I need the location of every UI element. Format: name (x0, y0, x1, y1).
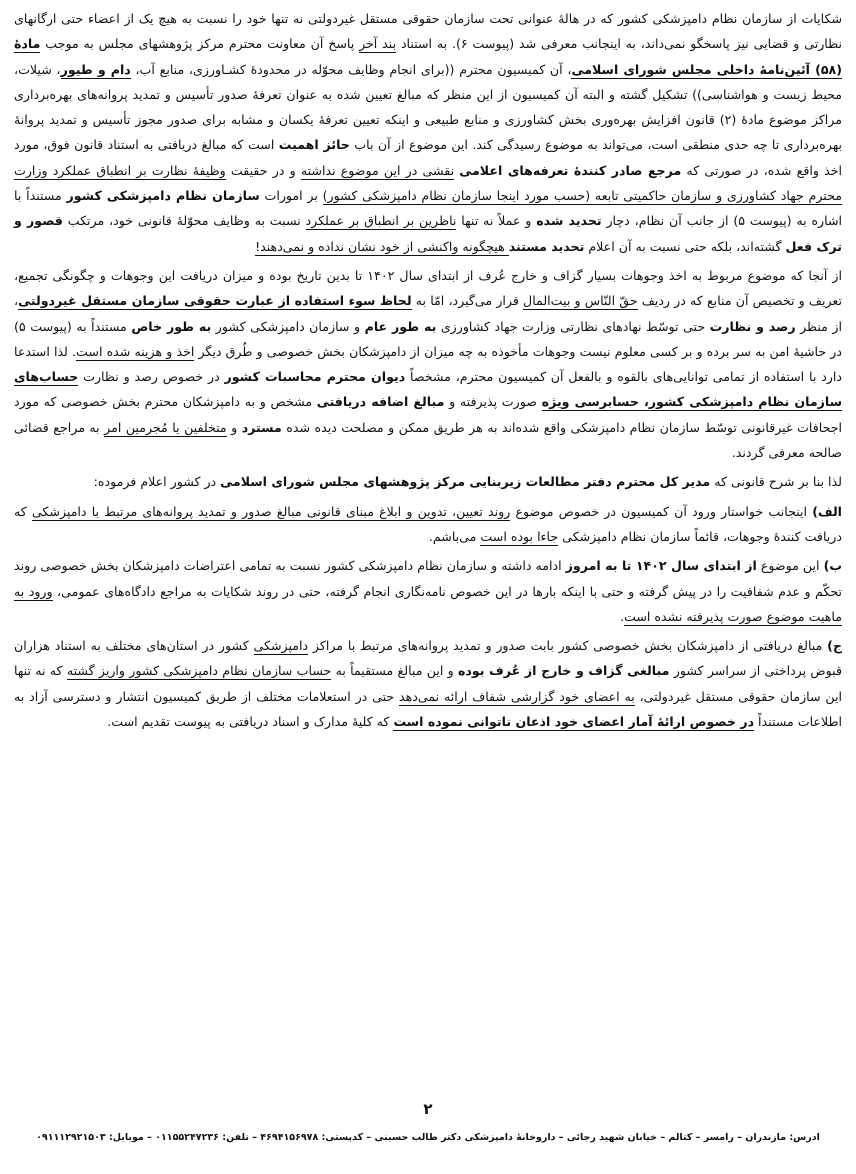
underlined-text: حقّ النّاس و بیت‌المال (523, 293, 638, 309)
bold-text: از ابتدای سال ۱۴۰۲ تا به امروز (565, 558, 757, 574)
text-run: حتی در استعلامات مختلف از طریق کمیسیون انتشار و دسترسی آزاد به اطلاعات مستنداً (14, 688, 842, 730)
underlined-text: اخذ و هزینه شده است (76, 343, 195, 359)
bold-text: به طور عام (364, 318, 437, 334)
bold-text: مرجع صادر کنندهٔ تعرفه‌های اعلامی (459, 162, 682, 178)
text-run: می‌باشم. (428, 528, 481, 544)
paragraph (14, 263, 842, 465)
text-run: که کلیهٔ مدارک و اسناد دریافتی به پیوست تقدیم است. (107, 714, 394, 730)
bold-text: تحدید شده (536, 213, 602, 229)
text-run: قرار می‌گیرد، امّا به (411, 293, 524, 309)
underlined-text: ورود به ماهیت موضوع صورت پذیرفته نشده است (14, 583, 842, 624)
bold-text: قصور و ترک فعل (14, 213, 842, 254)
text-run: این موضوع (756, 558, 824, 574)
text-run: مستنداً با اشاره به (پیوست ۵) از جانب آن نظام، دچار (14, 188, 843, 229)
underlined-text: جاءا بوده است (480, 528, 559, 544)
underlined-text: هیچگونه واکنشی از خود نشان نداده و نمی‌دهند! (255, 238, 509, 254)
underlined-text: روند تعیین، تدوین و ابلاغ مبنای قانونی مبالغ صدور و تمدید پروانه‌های مرتبط با دامپزشکی (31, 503, 511, 519)
bold-text: تحدید مستند (508, 238, 585, 254)
text-run: . (619, 608, 624, 624)
text-run: شکایات از سازمان نظام دامپزشکی کشور که در هالهٔ عنوانی تحت سازمان حقوقی مستقل غیردولتی نه تنها خود را نسبت به هیچ یک از اعضاء حتی ارگانهای نظارتی و قضایی نیز پاسخگو نمی‌داند، به اینجانب معرفی شد (پیوست ۶). به استناد (14, 11, 842, 52)
text-run: مبالغ دریافتی از دامپزشکان بخش خصوصی کشور بابت صدور و تمدید پروانه‌های مرتبط با مراکز (308, 638, 828, 654)
underlined-text: نقشی در این موضوع نداشته (300, 162, 455, 178)
underlined-text: حساب سازمان نظام دامپزشکی کشور واریز گشته (66, 663, 332, 679)
bold-text: مبالغ اضافه دریافتی (316, 394, 445, 410)
text-run: و این مبالغ مستقیماً به (331, 663, 458, 679)
text-run: حتی توسّط نهادهای نظارتی وزارت جهاد کشاورزی (436, 318, 710, 334)
bold-text: الف) (812, 503, 843, 519)
text-run: و عملاً نه تنها (456, 213, 537, 229)
text-run: ادامه داشته و سازمان نظام دامپزشکی کشور نسبت به تمامی اعتراضات دامپزشکان بخش خصوصی روند تحکّم و عدم شفافیت را در پیش گرفته و حتی با اینکه بارها در این خصوص نامه‌نگاری انجام گرفته، حتی در روند شکایات به مراجع دادگاه‌های عمومی، (14, 558, 842, 599)
text-run: مستنداً به (پیوست ۵) در حاشیهٔ امن به سر برده و بر کسی معلوم نیست وجوهات مأخوذه به چه میزان از دامپزشکان بخش خصوصی و طُرق دیگر (14, 318, 842, 359)
text-run: پاسخ آن معاونت محترم مرکز پژوهشهای مجلس به موجب (40, 36, 360, 52)
underlined-text: وظیفهٔ نظارت بر انطباق عملکرد وزارت محترم جهاد کشاورزی و سازمان حاکمیتی تابعه (حسب مورد اینجا سازمان نظام دامپزشکی کشور) (14, 162, 842, 204)
text-run: ، شیلات، محیط زیست و هواشناسی)) تشکیل گشته و البته آن کمیسیون از این منظر که مبالغ تعیین شده به عنوان تعرفهٔ صدور تأسیس و تمدید پروانه‌های بهره‌برداری مراکز موضوع مادهٔ (۲) قانون افزایش بهره‌وری بخش کشاورزی و منابع طبیعی و اینکه تعیین تعرفهٔ یکسان و مشابه برای صدور مجوز تأسیس و تمدید پروانهٔ بهره‌برداری تا چه حدی منطقی است، می‌تواند به موضوع رسیدگی کند. این موضوع از آن باب (14, 61, 843, 153)
bold-text: مبالغی گزاف و خارج از عُرف بوده (457, 663, 670, 679)
text-run: و سازمان دامپزشکی کشور (211, 318, 365, 334)
text-run: نسبت به وظایف محوّلهٔ قانونی خود، مرتکب (62, 213, 306, 229)
bold-underlined-text: حساب‌های سازمان نظام دامپزشکی کشور، حسابرسی ویژه (14, 369, 842, 410)
text-run: که نه تنها این سازمان حقوقی مستقل غیردولتی، (14, 663, 842, 704)
bold-text: سازمان نظام دامپزشکی کشور (66, 188, 260, 204)
text-run: بر امورات (259, 188, 323, 204)
page-number: ۲ (423, 1100, 433, 1118)
text-run: کشور در استان‌های مختلف به استناد هزاران قبوض پرداختی از سراسر کشور (14, 638, 842, 679)
text-run: به مراجع قضائی صالحه معرفی گردند. (14, 419, 842, 461)
text-run: از آنجا که موضوع مربوط به اخذ وجوهات بسیار گزاف و خارج عُرف از ابتدای سال ۱۴۰۲ تا بدین تاریخ بوده و میزان دریافت این وجوهات و چگونگی تجمیع، تعریف و تخصیص آن منابع که در ردیف (14, 267, 842, 309)
underlined-text: به اعضای خود گزارشی شفاف ارائه نمی‌دهد (399, 688, 635, 704)
paragraph (14, 6, 842, 259)
bold-text: رصد و نظارت (709, 318, 796, 334)
text-run: در خصوص رصد و نظارت (78, 369, 225, 385)
underlined-text: دامپزشکی (253, 638, 309, 654)
bold-text: دیوان محترم محاسبات کشور (224, 369, 406, 385)
paragraph (14, 553, 842, 629)
footer-address: آدرس: مازندران – رامسر – کتالم – خیابان شهید رجائی – داروخانهٔ دامپزشکی دکتر طالب حسینی – کدپستی: ۴۶۹۴۱۵۶۹۷۸ – تلفن: ۰۱۱۵۵۲۴۷۲۳۶ – موبایل: ۰۹۱۱۱۲۹۲۱۵۰۳ (36, 1132, 820, 1143)
bold-underlined-text: مادهٔ (۵۸) آئین‌نامهٔ داخلی مجلس شورای اسلامی (14, 36, 842, 77)
text-run: اینجانب خواستار ورود آن کمیسیون در خصوص موضوع (510, 503, 813, 519)
text-run: گشته‌اند، بلکه حتی نسبت به آن اعلام (584, 238, 786, 254)
bold-underlined-text: در خصوص ارائهٔ آمار اعضای خود اذعان ناتوانی نموده است (393, 714, 755, 730)
text-run: ، از منظر (14, 293, 843, 334)
underlined-text: ناظرین بر انطباق بر عملکرد (305, 213, 457, 229)
document-body (14, 6, 842, 734)
text-run: و (226, 419, 242, 435)
paragraph (14, 633, 842, 734)
text-run: است که مبالغ دریافتی به استناد قانون فوق، مورد اخذ واقع شده، در صورتی که (14, 137, 842, 178)
text-run: در کشور اعلام فرموده: (93, 474, 221, 490)
text-run: که دریافت کنندهٔ وجوهات، قائماً سازمان نظام دامپزشکی (14, 503, 842, 544)
text-run: و در حقیقت (225, 162, 301, 178)
bold-text: مسترد (241, 419, 282, 435)
bold-text: ب) (823, 558, 842, 574)
text-run: . لذا استدعا دارد با استفاده از تمامی توانایی‌های بالقوه و بالفعل آن کمیسیون محترم، مشخصاً (14, 343, 842, 385)
bold-text: مدیر کل محترم دفتر مطالعات زیربنایی مرکز پژوهشهای مجلس شورای اسلامی (220, 474, 711, 490)
paragraph (14, 499, 842, 550)
text-run: ، آن کمیسیون محترم ((برای انجام وظایف محوّله در محدودهٔ کشـاورزی، منابع آب، (130, 61, 572, 77)
bold-underlined-text: دام و طیور (60, 61, 131, 77)
underlined-text: متخلفین یا مُجرمین امر (104, 419, 227, 435)
text-run: مشخص و به دامپزشکان محترم بخش خصوصی که مورد اجحافات غیرقانونی توسّط سازمان نظام دامپزشکی واقع شده‌اند به هر طریق ممکن و مصلحت دیده شده (14, 394, 843, 435)
bold-text: ج) (827, 638, 842, 654)
bold-text: حائز اهمیت (278, 137, 350, 153)
underlined-text: بند آخر (359, 36, 397, 52)
text-run: صورت پذیرفته و (444, 394, 542, 410)
bold-text: به طور خاص (131, 318, 212, 334)
bold-underlined-text: لحاظ سوء استفاده از عبارت حقوقی سازمان مستقل غیردولتی (18, 293, 412, 309)
text-run: لذا بنا بر شرح قانونی که (710, 474, 842, 490)
paragraph (14, 469, 842, 494)
